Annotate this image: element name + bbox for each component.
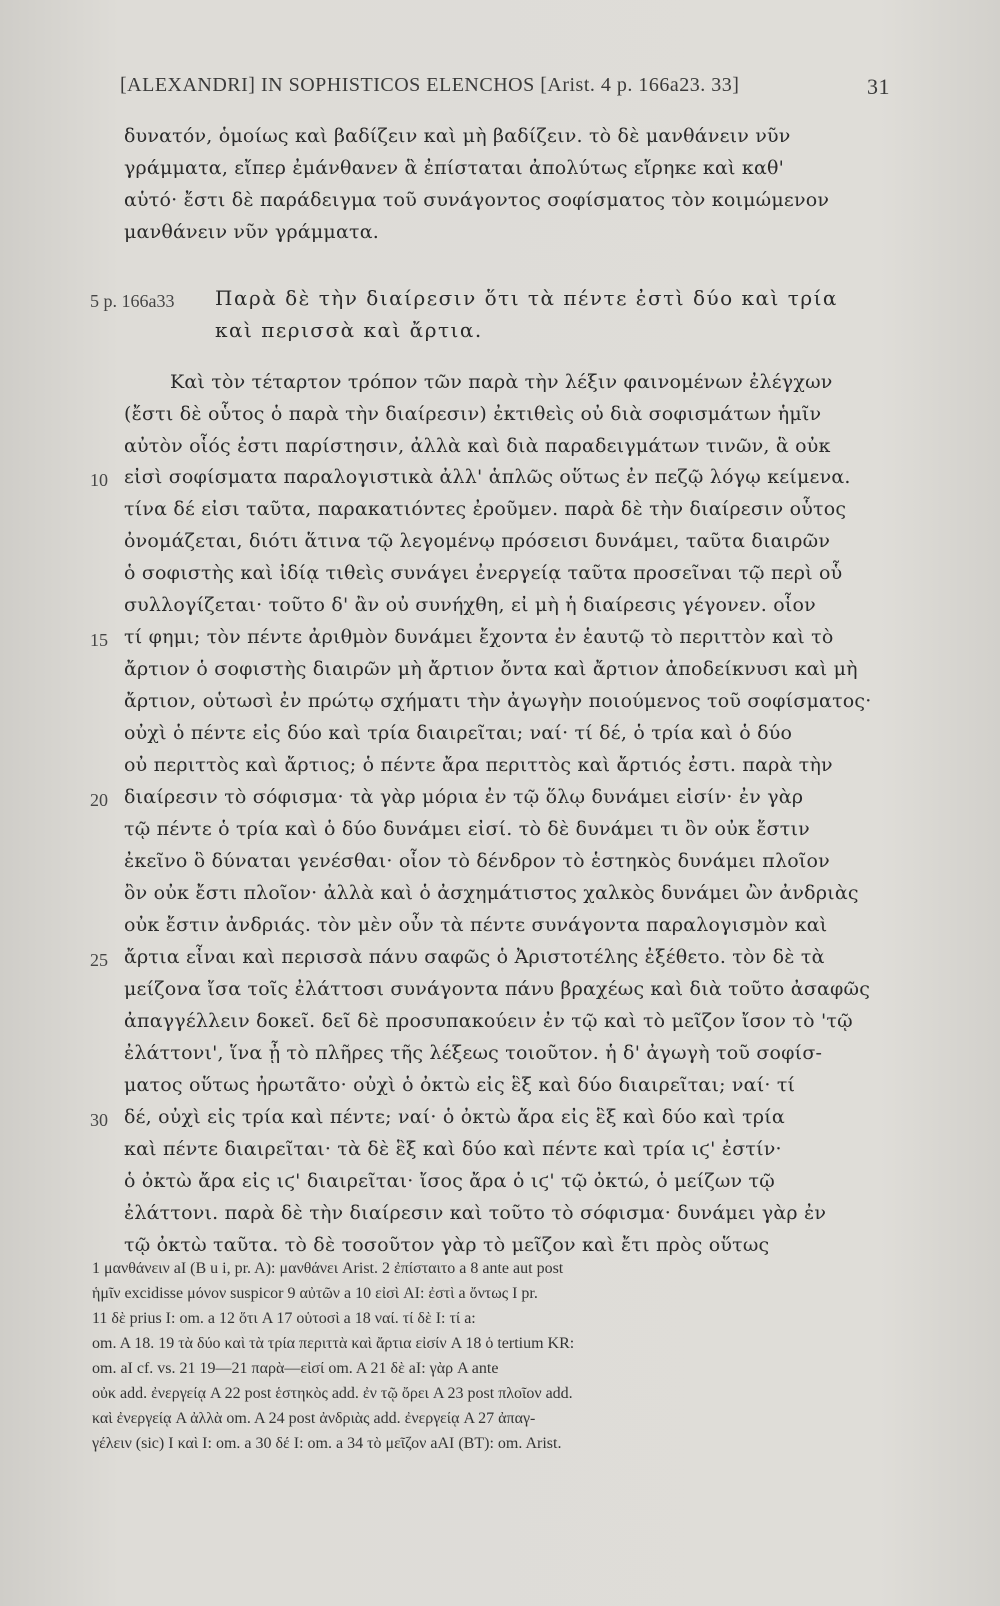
text-line: οὐχὶ ὁ πέντε εἰς δύο καὶ τρία διαιρεῖται; ναί· τί δέ, ὁ τρία καὶ ὁ δύο [124,722,793,744]
text-line: ἐκεῖνο ὃ δύναται γενέσθαι· οἷον τὸ δένδρον τὸ ἑστηκὸς δυνάμει πλοῖον [124,850,830,872]
running-title: [ALEXANDRI] IN SOPHISTICOS ELENCHOS [Arist. 4 p. 166a23. 33] [120,74,740,96]
text-line: ἐλάττονι. παρὰ δὲ τὴν διαίρεσιν καὶ τοῦτο τὸ σόφισμα· δυνάμει γὰρ ἐν [124,1202,827,1224]
page-header [120,74,890,97]
text-line: ἄρτιον, οὑτωσὶ ἐν πρώτῳ σχήματι τὴν ἀγωγὴν ποιούμενος τοῦ σοφίσματος· [124,690,872,712]
text-line: αὑτό· ἔστι δὲ παράδειγμα τοῦ συνάγοντος σοφίσματος τὸν κοιμώμενον [124,189,830,211]
text-line: γράμματα, εἴπερ ἐμάνθανεν ἃ ἐπίσταται ἀπολύτως εἴρηκε καὶ καθ' [124,157,785,179]
text-line: ὀνομάζεται, διότι ἅτινα τῷ λεγομένῳ πρόσεισι δυνάμει, ταῦτα διαιρῶν [124,530,831,552]
footnote-line: ἡμῖν excidisse μόνον suspicor 9 αὐτῶν a 10 εἰσὶ AI: ἐστὶ a ὄντως I pr. [92,1285,538,1302]
text-line: ὁ ὀκτὼ ἄρα εἰς ιϛ' διαιρεῖται· ἴσος ἄρα ὁ ιϛ' τῷ ὀκτώ, ὁ μείζων τῷ [124,1170,775,1192]
line-number: 20 [90,790,108,810]
text-line: ὂν οὐκ ἔστι πλοῖον· ἀλλὰ καὶ ὁ ἀσχημάτιστος χαλκὸς δυνάμει ὢν ἀνδριὰς [124,882,859,904]
text-line: εἰσὶ σοφίσματα παραλογιστικὰ ἀλλ' ἁπλῶς οὕτως ἐν πεζῷ λόγῳ κείμενα. [124,466,851,488]
text-line: δέ, οὐχὶ εἰς τρία καὶ πέντε; ναί· ὁ ὀκτὼ ἄρα εἰς ἓξ καὶ δύο καὶ τρία [124,1106,785,1128]
section-lemma: Παρὰ δὲ τὴν διαίρεσιν ὅτι τὰ πέντε ἐστὶ δύο καὶ τρία [215,286,838,310]
footnote-line: οὐκ add. ἐνεργείᾳ A 22 post ἑστηκὸς add. ἐν τῷ ὄρει A 23 post πλοῖον add. [92,1385,573,1402]
text-line: τί φημι; τὸν πέντε ἀριθμὸν δυνάμει ἔχοντα ἐν ἑαυτῷ τὸ περιττὸν καὶ τὸ [124,626,834,648]
footnote-line: om. aI cf. vs. 21 19—21 παρὰ—εἰσί om. A 21 δὲ aI: γὰρ A ante [92,1360,499,1377]
footnote-line: om. A 18. 19 τὰ δύο καὶ τὰ τρία περιττὰ καὶ ἄρτια εἰσίν A 18 ὁ tertium KR: [92,1335,575,1352]
text-line: ὁ σοφιστὴς καὶ ἰδίᾳ τιθεὶς συνάγει ἐνεργείᾳ ταῦτα προσεῖναι τῷ περὶ οὗ [124,562,843,584]
text-line: οὐκ ἔστιν ἀνδριάς. τὸν μὲν οὖν τὰ πέντε συνάγοντα παραλογισμὸν καὶ [124,914,828,936]
text-line: καὶ πέντε διαιρεῖται· τὰ δὲ ἓξ καὶ δύο καὶ πέντε καὶ τρία ιϛ' ἐστίν· [124,1138,782,1160]
text-line: δυνατόν, ὁμοίως καὶ βαδίζειν καὶ μὴ βαδίζειν. τὸ δὲ μανθάνειν νῦν [124,125,791,147]
text-line: τῷ πέντε ὁ τρία καὶ ὁ δύο δυνάμει εἰσί. τὸ δὲ δυνάμει τι ὂν οὐκ ἔστιν [124,818,810,840]
text-line: διαίρεσιν τὸ σόφισμα· τὰ γὰρ μόρια ἐν τῷ ὅλῳ δυνάμει εἰσίν· ἐν γὰρ [124,786,804,808]
line-number: 10 [90,470,108,490]
text-line: ἐλάττονι', ἵνα ᾖ τὸ πλῆρες τῆς λέξεως τοιοῦτον. ἡ δ' ἀγωγὴ τοῦ σοφίσ- [124,1042,823,1064]
text-line: ἀπαγγέλλειν δοκεῖ. δεῖ δὲ προσυπακούειν ἐν τῷ καὶ τὸ μεῖζον ἴσον τὸ 'τῷ [124,1010,853,1032]
margin-reference: 5 p. 166a33 [90,291,175,311]
footnote-line: γέλειν (sic) I καὶ I: om. a 30 δέ I: om. a 34 τὸ μεῖζον aAI (BT): om. Arist. [92,1435,562,1452]
text-line: τίνα δέ εἰσι ταῦτα, παρακατιόντες ἐροῦμεν. παρὰ δὲ τὴν διαίρεσιν οὗτος [124,498,847,520]
footnote-line: καὶ ἐνεργείᾳ A ἀλλὰ om. A 24 post ἀνδριὰς add. ἐνεργείᾳ A 27 ἀπαγ- [92,1410,536,1427]
text-line: (ἔστι δὲ οὗτος ὁ παρὰ τὴν διαίρεσιν) ἐκτιθεὶς οὐ διὰ σοφισμάτων ἡμῖν [124,403,822,425]
text-line: τῷ ὀκτὼ ταῦτα. τὸ δὲ τοσοῦτον γὰρ τὸ μεῖζον καὶ ἔτι πρὸς οὕτως [124,1234,770,1256]
text-line: οὐ περιττὸς καὶ ἄρτιος; ὁ πέντε ἄρα περιττὸς καὶ ἄρτιός ἐστι. παρὰ τὴν [124,754,833,776]
page-number: 31 [867,74,890,99]
footnote-line: 11 δὲ prius I: om. a 12 ὅτι A 17 οὑτοσὶ a 18 ναί. τί δὲ I: τί a: [92,1310,476,1327]
text-line: ματος οὕτως ἠρωτᾶτο· οὐχὶ ὁ ὀκτὼ εἰς ἓξ καὶ δύο διαιρεῖται; ναί· τί [124,1074,796,1096]
line-number: 15 [90,630,108,650]
text-line: μείζονα ἴσα τοῖς ἐλάττοσι συνάγοντα πάνυ βραχέως καὶ διὰ τοῦτο ἀσαφῶς [124,978,871,1000]
line-number: 30 [90,1110,108,1130]
text-line: ἄρτιον ὁ σοφιστὴς διαιρῶν μὴ ἄρτιον ὄντα καὶ ἄρτιον ἀποδείκνυσι καὶ μὴ [124,658,858,680]
text-line: αὐτὸν οἷός ἐστι παρίστησιν, ἀλλὰ καὶ διὰ παραδειγμάτων τινῶν, ἃ οὐκ [124,435,831,457]
footnote-line: 1 μανθάνειν aI (B u i, pr. A): μανθάνει Arist. 2 ἐπίσταιτο a 8 ante aut post [92,1260,564,1277]
text-line: συλλογίζεται· τοῦτο δ' ἂν οὐ συνήχθη, εἰ μὴ ἡ διαίρεσις γέγονεν. οἷον [124,594,816,616]
text-line: μανθάνειν νῦν γράμματα. [124,221,379,243]
text-line: Καὶ τὸν τέταρτον τρόπον τῶν παρὰ τὴν λέξιν φαινομένων ἐλέγχων [170,371,833,393]
text-line: ἄρτια εἶναι καὶ περισσὰ πάνυ σαφῶς ὁ Ἀριστοτέλης ἐξέθετο. τὸν δὲ τὰ [124,946,825,968]
section-lemma: καὶ περισσὰ καὶ ἄρτια. [215,318,483,342]
line-number: 25 [90,950,108,970]
